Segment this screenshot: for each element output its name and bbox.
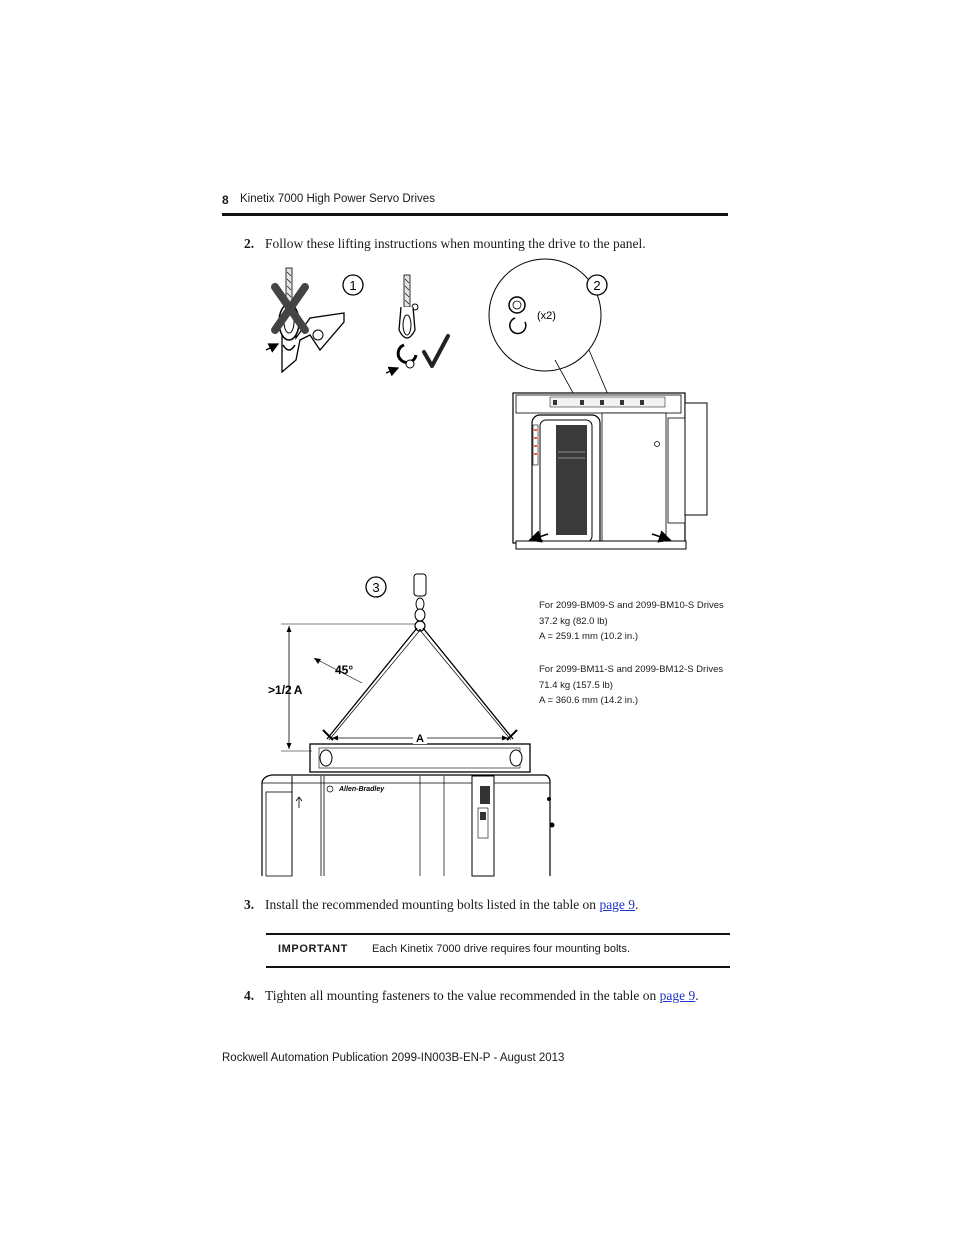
svg-text:1: 1 <box>349 278 357 293</box>
allen-bradley-logo: Allen-Bradley <box>339 786 385 793</box>
step-text: Tighten all mounting fasteners to the value recommended in the table on <box>265 988 660 1003</box>
publication-footer: Rockwell Automation Publication 2099-IN003B-EN-P - August 2013 <box>222 1052 565 1064</box>
spec-weight: 71.4 kg (157.5 lb) <box>539 679 613 691</box>
step-3 <box>244 896 638 914</box>
spec-dimension: A = 259.1 mm (10.2 in.) <box>539 631 639 642</box>
important-top-rule <box>266 933 730 935</box>
step-suffix: . <box>695 988 699 1003</box>
callout-1 <box>343 275 363 295</box>
svg-text:>1/2A <box>268 683 303 697</box>
spec-block-bm09-bm10 <box>539 598 724 645</box>
step-suffix: . <box>635 897 639 912</box>
incorrect-lifting-example <box>266 268 344 372</box>
running-header-title: Kinetix 7000 High Power Servo Drives <box>240 193 435 205</box>
spec-weight: 37.2 kg (82.0 lb) <box>539 615 608 627</box>
svg-text:3: 3 <box>372 580 380 595</box>
drive-side-view <box>513 393 707 549</box>
step-text: Install the recommended mounting bolts listed in the table on <box>265 897 600 912</box>
dimension-a-label: A <box>416 733 424 745</box>
drive-front-view <box>262 775 555 876</box>
height-dimension <box>268 624 415 751</box>
svg-text:2: 2 <box>593 278 601 293</box>
page-9-link[interactable]: page 9 <box>599 897 636 912</box>
callout-2 <box>587 275 607 295</box>
spec-title: For 2099-BM09-S and 2099-BM10-S Drives <box>539 600 724 611</box>
page-number: 8 <box>222 193 229 207</box>
height-label-prefix: > <box>268 683 276 697</box>
dimension-a <box>332 730 508 745</box>
important-text: Each Kinetix 7000 drive requires four mounting bolts. <box>372 943 631 955</box>
step-number: 3. <box>244 897 255 912</box>
direction-arrow-icon <box>266 344 278 350</box>
page-9-link[interactable]: page 9 <box>659 988 696 1003</box>
angle-label: 45° <box>335 663 354 677</box>
important-bottom-rule <box>266 966 730 968</box>
lifting-hook-icon <box>398 345 416 368</box>
correct-lifting-example <box>386 275 448 373</box>
step-4 <box>244 987 699 1005</box>
step-number: 4. <box>244 988 255 1003</box>
step-number: 2. <box>244 236 255 251</box>
important-label: IMPORTANT <box>278 943 348 955</box>
step-text: Follow these lifting instructions when mounting the drive to the panel. <box>265 236 646 251</box>
spec-dimension: A = 360.6 mm (14.2 in.) <box>539 695 639 706</box>
spec-title: For 2099-BM11-S and 2099-BM12-S Drives <box>539 664 724 675</box>
height-label-fraction: 1/2 <box>275 683 292 697</box>
callout-3 <box>366 577 386 597</box>
height-label-suffix: A <box>293 683 303 697</box>
quantity-label: (x2) <box>537 310 556 322</box>
direction-arrow-icon <box>386 368 398 373</box>
check-mark-icon <box>424 336 448 366</box>
angle-indicator <box>314 658 362 683</box>
spec-block-bm11-bm12 <box>539 662 723 709</box>
